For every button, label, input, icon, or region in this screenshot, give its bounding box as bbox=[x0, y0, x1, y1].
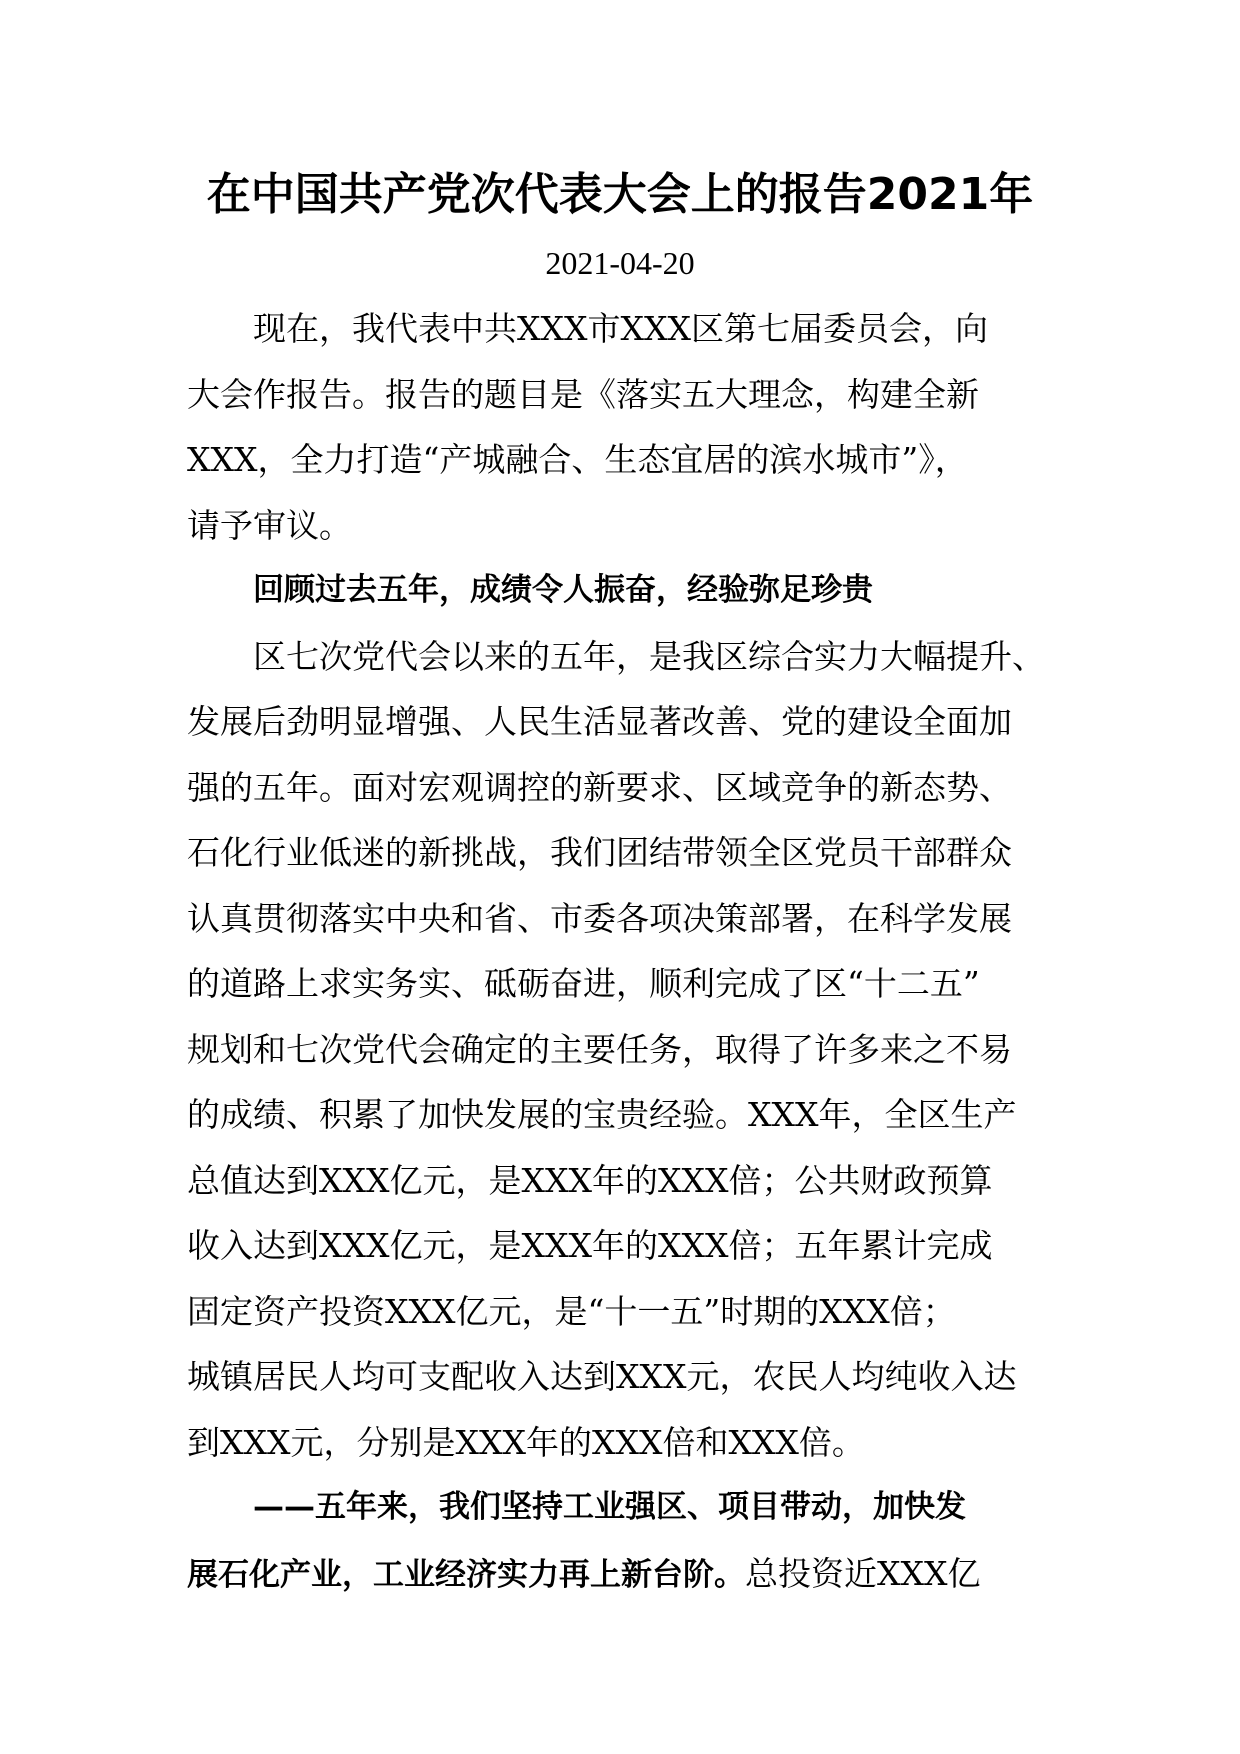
paragraph-line: 规划和七次党代会确定的主要任务，取得了许多来之不易 bbox=[187, 1029, 1012, 1069]
paragraph-line: 请予审议。 bbox=[187, 505, 352, 545]
paragraph-line: 现在，我代表中共XXX市XXX区第七届委员会，向 bbox=[253, 309, 988, 348]
paragraph-line: 总值达到XXX亿元，是XXX年的XXX倍；公共财政预算 bbox=[187, 1160, 993, 1200]
paragraph-line: 收入达到XXX亿元，是XXX年的XXX倍；五年累计完成 bbox=[187, 1226, 993, 1265]
paragraph-line: XXX，全力打造“产城融合、生态宜居的滨水城市”》， bbox=[187, 440, 968, 479]
document-date: 2021-04-20 bbox=[545, 245, 695, 281]
paragraph-line: 城镇居民人均可支配收入达到XXX元，农民人均纯收入达 bbox=[187, 1357, 1017, 1396]
bold-paragraph-line: ——五年来，我们坚持工业强区、项目带动，加快发 bbox=[253, 1489, 966, 1525]
section-heading: 回顾过去五年，成绩令人振奋，经验弥足珍贵 bbox=[253, 572, 873, 608]
paragraph-line: 区七次党代会以来的五年，是我区综合实力大幅提升、 bbox=[253, 636, 1045, 676]
document-body bbox=[187, 296, 1057, 1606]
paragraph-line: 发展后劲明显增强、人民生活显著改善、党的建设全面加 bbox=[187, 702, 1012, 741]
paragraph-line: 到XXX元，分别是XXX年的XXX倍和XXX倍。 bbox=[187, 1422, 865, 1462]
document-title: 在中国共产党次代表大会上的报告2021年 bbox=[206, 169, 1034, 220]
paragraph-line: 固定资产投资XXX亿元，是“十一五”时期的XXX倍； bbox=[187, 1291, 956, 1331]
paragraph-line: 大会作报告。报告的题目是《落实五大理念，构建全新 bbox=[187, 374, 979, 414]
paragraph-tail-text: 总投资近XXX亿 bbox=[745, 1553, 981, 1593]
mixed-paragraph-line bbox=[187, 1541, 1057, 1607]
bold-lead-text: 展石化产业，工业经济实力再上新台阶。 bbox=[187, 1556, 745, 1593]
paragraph-line: 认真贯彻落实中央和省、市委各项决策部署，在科学发展 bbox=[187, 898, 1012, 938]
paragraph-line: 强的五年。面对宏观调控的新要求、区域竞争的新态势、 bbox=[187, 767, 1012, 807]
paragraph-line: 的道路上求实务实、砥砺奋进，顺利完成了区“十二五” bbox=[187, 964, 980, 1003]
paragraph-line: 石化行业低迷的新挑战，我们团结带领全区党员干部群众 bbox=[187, 833, 1012, 872]
paragraph-line: 的成绩、积累了加快发展的宝贵经验。XXX年，全区生产 bbox=[187, 1095, 1017, 1134]
